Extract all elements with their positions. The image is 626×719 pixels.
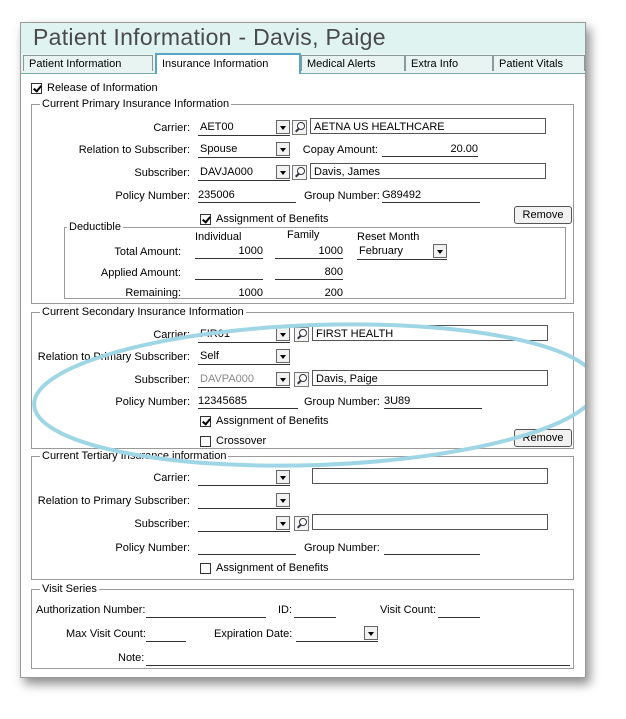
visit-count-label: Visit Count: <box>380 604 437 616</box>
tertiary-assignment-checkbox[interactable] <box>200 563 211 574</box>
primary-carrier-label: Carrier: <box>153 122 190 134</box>
primary-group-title: Current Primary Insurance Information <box>42 98 230 110</box>
tertiary-assignment-label: Assignment of Benefits <box>216 562 329 574</box>
secondary-insurance-group <box>31 306 574 449</box>
secondary-assignment-checkbox[interactable] <box>200 416 211 427</box>
deductible-individual-header: Individual <box>195 231 242 243</box>
primary-copay-field[interactable]: 20.00 <box>382 142 478 157</box>
chevron-down-icon[interactable] <box>276 327 290 341</box>
patient-information-window <box>20 22 586 678</box>
chevron-down-icon[interactable] <box>276 516 290 530</box>
primary-carrier-code: AET00 <box>200 121 234 133</box>
tertiary-group-number-field[interactable] <box>384 540 480 555</box>
primary-group-number-field[interactable]: G89492 <box>382 188 480 203</box>
deductible-reset-month-select[interactable] <box>357 244 447 260</box>
chevron-down-icon[interactable] <box>433 244 447 258</box>
visit-series-group <box>31 583 574 669</box>
primary-policy-field[interactable]: 235006 <box>198 188 296 203</box>
visit-count-field[interactable] <box>438 603 480 618</box>
secondary-relation-label: Relation to Primary Subscriber: <box>37 351 190 363</box>
primary-policy-label: Policy Number: <box>115 190 190 202</box>
secondary-subscriber-code: DAVPA000 <box>200 373 255 385</box>
window-title: Patient Information - Davis, Paige <box>33 24 386 50</box>
secondary-subscriber-name-field[interactable]: Davis, Paige <box>312 370 548 386</box>
expiration-date-label: Expiration Date: <box>214 628 293 640</box>
tertiary-subscriber-label: Subscriber: <box>134 518 190 530</box>
magnifier-icon[interactable] <box>292 120 307 135</box>
secondary-policy-field[interactable]: 12345685 <box>198 394 298 409</box>
release-of-information-label: Release of Information <box>47 82 158 94</box>
secondary-group-number-label: Group Number: <box>304 396 380 408</box>
max-visit-count-field[interactable] <box>146 627 186 642</box>
deductible-applied-family-field[interactable]: 800 <box>275 265 343 280</box>
secondary-group-title: Current Secondary Insurance Information <box>42 306 244 318</box>
primary-assignment-checkbox[interactable] <box>200 214 211 225</box>
deductible-applied-individual-field[interactable] <box>195 265 263 280</box>
chevron-down-icon[interactable] <box>276 142 290 156</box>
secondary-relation-select[interactable] <box>198 349 290 365</box>
tertiary-policy-label: Policy Number: <box>115 542 190 554</box>
primary-relation-label: Relation to Subscriber: <box>78 144 190 156</box>
id-field[interactable] <box>294 603 336 618</box>
tertiary-group-number-label: Group Number: <box>304 542 380 554</box>
primary-copay-label: Copay Amount: <box>302 144 378 156</box>
release-of-information-checkbox[interactable] <box>31 83 42 94</box>
id-label: ID: <box>278 604 293 616</box>
tertiary-subscriber-select[interactable] <box>198 516 290 532</box>
tab-strip <box>21 53 585 74</box>
magnifier-icon[interactable] <box>294 516 309 531</box>
secondary-carrier-select[interactable] <box>198 327 290 343</box>
primary-subscriber-name-field[interactable]: Davis, James <box>310 163 546 179</box>
tab-patient-information[interactable]: Patient Information <box>23 55 153 71</box>
tertiary-carrier-label: Carrier: <box>153 472 190 484</box>
note-label: Note: <box>118 652 145 664</box>
tertiary-insurance-group <box>31 450 574 580</box>
deductible-remaining-label: Remaining: <box>125 287 181 299</box>
visit-series-title: Visit Series <box>42 583 97 595</box>
secondary-crossover-label: Crossover <box>216 435 267 447</box>
chevron-down-icon[interactable] <box>276 120 290 134</box>
max-visit-count-label: Max Visit Count: <box>66 628 146 640</box>
primary-insurance-group <box>31 98 574 304</box>
secondary-carrier-code: FIR01 <box>200 328 230 340</box>
tertiary-carrier-name-field[interactable] <box>312 468 548 484</box>
deductible-family-header: Family <box>287 229 320 241</box>
magnifier-icon[interactable] <box>294 372 309 387</box>
tertiary-carrier-select[interactable] <box>198 470 290 486</box>
magnifier-icon[interactable] <box>292 165 307 180</box>
secondary-carrier-name-field[interactable]: FIRST HEALTH <box>312 325 548 341</box>
primary-group-number-label: Group Number: <box>304 190 380 202</box>
deductible-title: Deductible <box>69 221 121 233</box>
tertiary-relation-select[interactable] <box>198 493 290 509</box>
primary-relation-value: Spouse <box>200 143 238 155</box>
deductible-remaining-individual: 1000 <box>238 287 263 299</box>
secondary-assignment-label: Assignment of Benefits <box>216 415 329 427</box>
expiration-date-picker[interactable] <box>296 626 378 642</box>
deductible-total-family-field[interactable]: 1000 <box>275 244 343 259</box>
chevron-down-icon[interactable] <box>276 493 290 507</box>
tab-patient-vitals[interactable]: Patient Vitals <box>493 55 585 71</box>
tab-medical-alerts[interactable]: Medical Alerts <box>301 55 405 71</box>
primary-subscriber-code: DAVJA000 <box>200 166 253 178</box>
secondary-carrier-label: Carrier: <box>153 329 190 341</box>
secondary-policy-label: Policy Number: <box>115 396 190 408</box>
secondary-subscriber-select[interactable] <box>198 372 290 388</box>
deductible-reset-month-value: February <box>359 245 404 257</box>
primary-subscriber-label: Subscriber: <box>134 167 190 179</box>
tab-extra-info[interactable]: Extra Info <box>405 55 493 71</box>
chevron-down-icon[interactable] <box>276 470 290 484</box>
tertiary-subscriber-name-field[interactable] <box>312 514 548 530</box>
secondary-remove-button[interactable]: Remove <box>514 429 572 447</box>
tertiary-policy-field[interactable] <box>198 540 296 555</box>
deductible-total-label: Total Amount: <box>114 246 181 258</box>
deductible-total-individual-field[interactable]: 1000 <box>195 244 263 259</box>
deductible-remaining-family: 200 <box>324 287 343 299</box>
title-bar <box>21 23 585 53</box>
deductible-applied-label: Applied Amount: <box>100 267 181 279</box>
magnifier-icon[interactable] <box>294 327 309 342</box>
authorization-number-field[interactable] <box>146 603 266 618</box>
primary-remove-button[interactable]: Remove <box>514 206 572 224</box>
tertiary-group-title: Current Tertiary Insurance information <box>42 450 227 462</box>
secondary-group-number-field[interactable]: 3U89 <box>384 394 482 409</box>
chevron-down-icon[interactable] <box>276 349 290 363</box>
chevron-down-icon[interactable] <box>276 372 290 386</box>
tab-insurance-information[interactable]: Insurance Information <box>155 53 301 74</box>
authorization-number-label: Authorization Number: <box>36 604 146 616</box>
secondary-subscriber-label: Subscriber: <box>134 374 190 386</box>
deductible-group <box>64 221 566 299</box>
deductible-reset-header: Reset Month <box>357 231 420 243</box>
primary-carrier-name-field[interactable]: AETNA US HEALTHCARE <box>310 118 546 134</box>
note-field[interactable] <box>146 651 570 666</box>
primary-assignment-label: Assignment of Benefits <box>216 213 329 225</box>
chevron-down-icon[interactable] <box>276 165 290 179</box>
secondary-relation-value: Self <box>200 350 219 362</box>
primary-relation-select[interactable] <box>198 142 290 158</box>
chevron-down-icon[interactable] <box>364 626 378 640</box>
primary-subscriber-select[interactable] <box>198 165 290 181</box>
primary-carrier-select[interactable] <box>198 120 290 136</box>
secondary-crossover-checkbox[interactable] <box>200 436 211 447</box>
tertiary-relation-label: Relation to Primary Subscriber: <box>37 495 190 507</box>
